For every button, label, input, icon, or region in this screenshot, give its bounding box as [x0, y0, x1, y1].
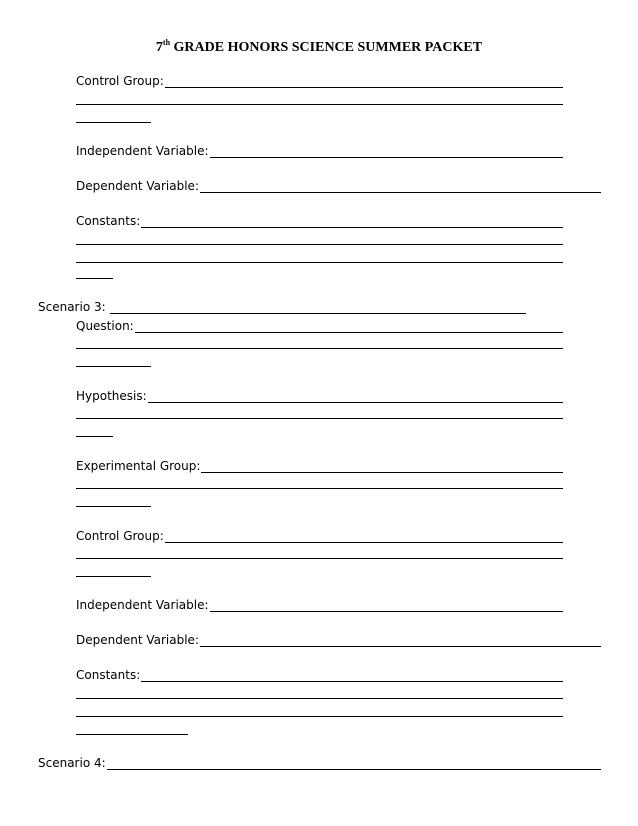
experimental-group-field[interactable]: [76, 459, 563, 473]
constants-label: Constants:: [76, 668, 141, 682]
constants-input-line[interactable]: [141, 669, 563, 682]
dependent-variable-field-1[interactable]: [76, 179, 601, 193]
constants-label: Constants:: [76, 214, 141, 228]
answer-line[interactable]: [76, 488, 563, 489]
scenario-3-input-line[interactable]: [110, 301, 526, 314]
page-title: [0, 38, 638, 56]
independent-variable-input-line[interactable]: [210, 145, 563, 158]
question-label: Question:: [76, 319, 134, 333]
experimental-group-label: Experimental Group:: [76, 459, 201, 473]
independent-variable-input-line[interactable]: [210, 599, 563, 612]
question-field[interactable]: [76, 319, 563, 333]
hypothesis-field[interactable]: [76, 389, 563, 403]
scenario-4-label: Scenario 4:: [38, 756, 106, 770]
answer-line[interactable]: [76, 436, 113, 437]
title-grade-suffix: th: [162, 38, 171, 47]
question-input-line[interactable]: [135, 320, 563, 333]
answer-line[interactable]: [76, 734, 188, 735]
independent-variable-label: Independent Variable:: [76, 144, 209, 158]
scenario-4-field[interactable]: [38, 756, 601, 770]
answer-line[interactable]: [76, 122, 151, 123]
answer-line[interactable]: [76, 418, 563, 419]
dependent-variable-label: Dependent Variable:: [76, 633, 199, 647]
answer-line[interactable]: [76, 576, 151, 577]
constants-field-2[interactable]: [76, 668, 563, 682]
control-group-label: Control Group:: [76, 74, 164, 88]
control-group-label: Control Group:: [76, 529, 164, 543]
independent-variable-field-2[interactable]: [76, 598, 563, 612]
answer-line[interactable]: [76, 104, 563, 105]
hypothesis-input-line[interactable]: [148, 390, 563, 403]
independent-variable-field-1[interactable]: [76, 144, 563, 158]
answer-line[interactable]: [76, 244, 563, 245]
constants-field-1[interactable]: [76, 214, 563, 228]
answer-line[interactable]: [76, 366, 151, 367]
answer-line[interactable]: [76, 558, 563, 559]
control-group-input-line[interactable]: [165, 530, 563, 543]
control-group-field-1[interactable]: [76, 74, 563, 88]
control-group-field-2[interactable]: [76, 529, 563, 543]
constants-input-line[interactable]: [141, 215, 563, 228]
scenario-4-input-line[interactable]: [107, 757, 601, 770]
scenario-3-label: Scenario 3:: [38, 300, 106, 314]
scenario-3-field[interactable]: [38, 300, 526, 314]
title-text: GRADE HONORS SCIENCE SUMMER PACKET: [170, 40, 483, 55]
experimental-group-input-line[interactable]: [201, 460, 563, 473]
answer-line[interactable]: [76, 698, 563, 699]
answer-line[interactable]: [76, 716, 563, 717]
answer-line[interactable]: [76, 262, 563, 263]
answer-line[interactable]: [76, 506, 151, 507]
dependent-variable-input-line[interactable]: [200, 634, 601, 647]
dependent-variable-input-line[interactable]: [200, 180, 601, 193]
answer-line[interactable]: [76, 278, 113, 279]
independent-variable-label: Independent Variable:: [76, 598, 209, 612]
control-group-input-line[interactable]: [165, 75, 563, 88]
title-grade: 7: [155, 40, 163, 55]
dependent-variable-label: Dependent Variable:: [76, 179, 199, 193]
answer-line[interactable]: [76, 348, 563, 349]
dependent-variable-field-2[interactable]: [76, 633, 601, 647]
hypothesis-label: Hypothesis:: [76, 389, 147, 403]
